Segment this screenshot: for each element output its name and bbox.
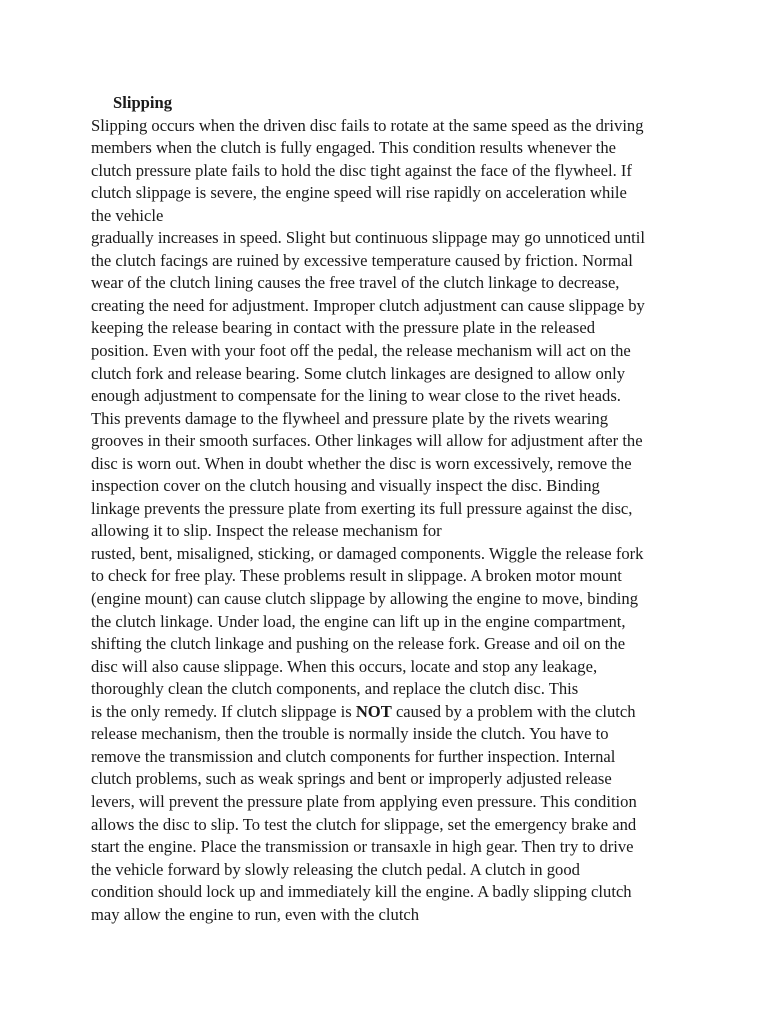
paragraph-lines-continued [91, 723, 691, 926]
emphasis-not: NOT [355, 701, 392, 721]
text-line: thoroughly clean the clutch components, and replace the clutch disc. This [91, 679, 579, 699]
text-line: start the engine. Place the transmission or transaxle in high gear. Then try to drive [91, 837, 634, 857]
text-line: clutch slippage is severe, the engine speed will rise rapidly on acceleration while [91, 183, 627, 203]
section-heading: Slipping [113, 93, 173, 112]
text-line: grooves in their smooth surfaces. Other linkages will allow for adjustment after the [91, 431, 643, 451]
text-line: the clutch facings are ruined by excessive temperature caused by friction. Normal [91, 250, 633, 270]
body-text [91, 92, 691, 926]
text-line: remove the transmission and clutch components for further inspection. Internal [91, 746, 616, 766]
text-line: keeping the release bearing in contact with the pressure plate in the released [91, 318, 596, 338]
text-line: allowing it to slip. Inspect the release mechanism for [91, 521, 442, 541]
text-line: position. Even with your foot off the pedal, the release mechanism will act on the [91, 341, 631, 361]
text-line: shifting the clutch linkage and pushing on the release fork. Grease and oil on the [91, 634, 626, 654]
text-line: enough adjustment to compensate for the lining to wear close to the rivet heads. [91, 386, 621, 406]
text-line-bold [91, 701, 691, 724]
paragraph-lines [91, 115, 691, 701]
text-line: to check for free play. These problems result in slippage. A broken motor mount [91, 566, 622, 586]
text-line: the vehicle forward by slowly releasing the clutch pedal. A clutch in good [91, 859, 580, 879]
text-line: clutch fork and release bearing. Some clutch linkages are designed to allow only [91, 363, 626, 383]
text-line: the clutch linkage. Under load, the engine can lift up in the engine compartment, [91, 611, 626, 631]
text-line: levers, will prevent the pressure plate from applying even pressure. This condition [91, 791, 637, 811]
text-line: allows the disc to slip. To test the clutch for slippage, set the emergency brake and [91, 814, 637, 834]
text-line: (engine mount) can cause clutch slippage by allowing the engine to move, binding [91, 589, 638, 609]
text-segment: caused by a problem with the clutch [391, 701, 636, 721]
text-line: wear of the clutch lining causes the free travel of the clutch linkage to decrease, [91, 273, 620, 293]
text-line: clutch pressure plate fails to hold the disc tight against the face of the flywheel. If [91, 160, 632, 180]
text-line: rusted, bent, misaligned, sticking, or damaged components. Wiggle the release fork [91, 543, 644, 563]
text-line: release mechanism, then the trouble is normally inside the clutch. You have to [91, 724, 609, 744]
text-segment: is the only remedy. If clutch slippage is [91, 701, 356, 721]
text-line: linkage prevents the pressure plate from exerting its full pressure against the disc, [91, 498, 633, 518]
text-line: condition should lock up and immediately kill the engine. A badly slipping clutch [91, 882, 632, 902]
text-line: Slipping occurs when the driven disc fails to rotate at the same speed as the driving [91, 115, 644, 135]
text-line: This prevents damage to the flywheel and pressure plate by the rivets wearing [91, 408, 608, 428]
text-line: may allow the engine to run, even with the clutch [91, 904, 420, 924]
text-line: disc will also cause slippage. When this occurs, locate and stop any leakage, [91, 656, 598, 676]
text-line: the vehicle [91, 205, 164, 225]
text-line: members when the clutch is fully engaged. This condition results whenever the [91, 138, 617, 158]
text-line: gradually increases in speed. Slight but continuous slippage may go unnoticed until [91, 228, 645, 248]
text-line: clutch problems, such as weak springs and bent or improperly adjusted release [91, 769, 612, 789]
text-line: inspection cover on the clutch housing and visually inspect the disc. Binding [91, 476, 600, 496]
text-line: disc is worn out. When in doubt whether the disc is worn excessively, remove the [91, 453, 632, 473]
text-line: creating the need for adjustment. Improper clutch adjustment can cause slippage by [91, 295, 645, 315]
